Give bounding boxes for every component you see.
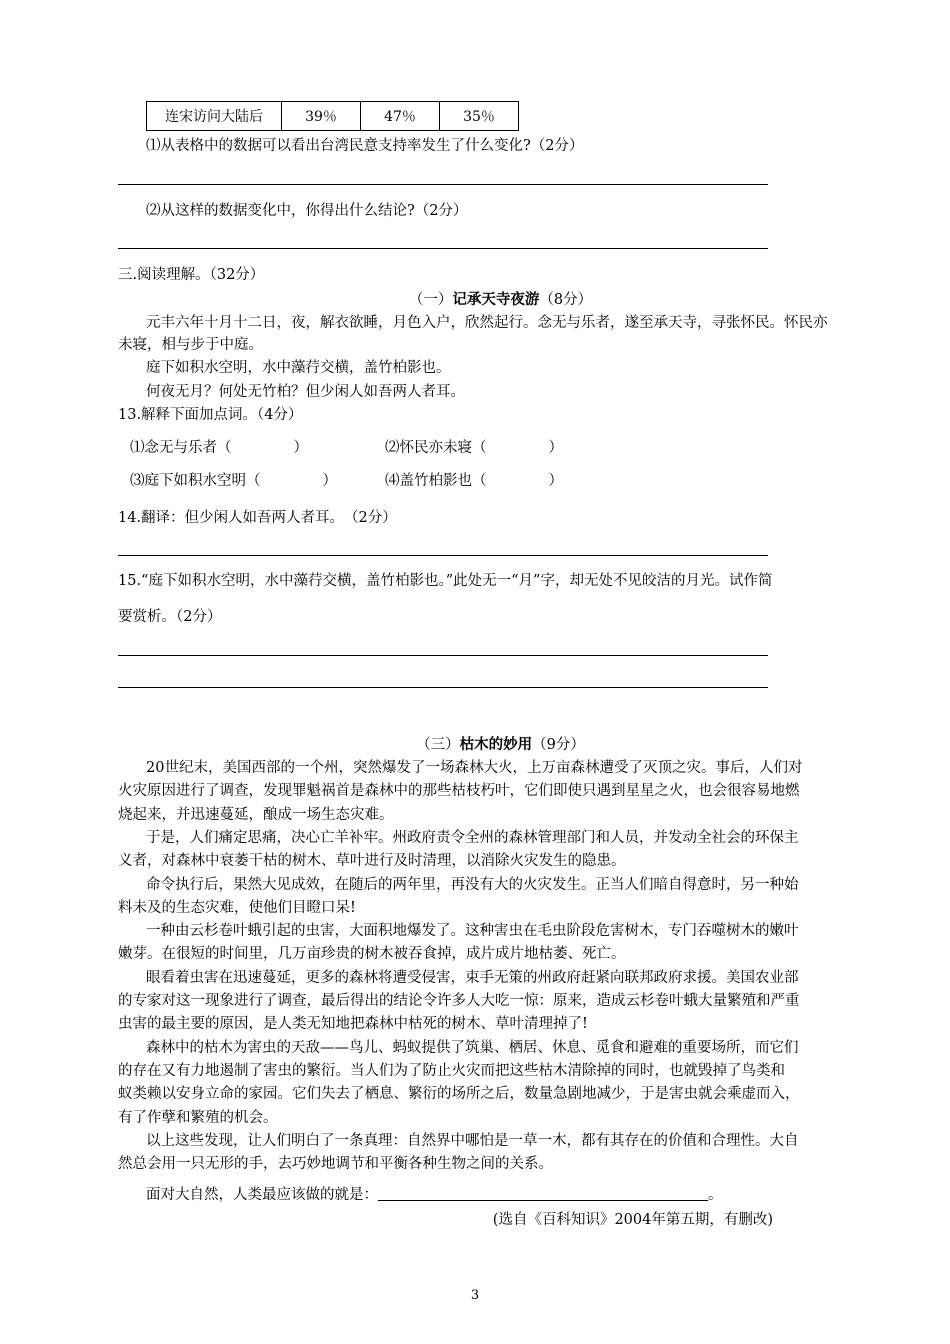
source-citation: (选自《百科知识》2004年第五期，有删改) [492,1212,773,1228]
question-13-item: ⑷盖竹柏影也（ ） [385,473,563,489]
passage-1-line: 何夜无月？何处无竹柏？但少闲人如吾两人者耳。 [146,384,465,400]
passage-3-line: 森林中的枯木为害虫的天敌——鸟儿、蚂蚁提供了筑巢、栖居、休息、觅食和避难的重要场所，而它们 [146,1040,799,1056]
support-rate-table [146,101,519,131]
table-cell: 39％ [282,102,361,131]
answer-line[interactable] [118,655,768,656]
passage-3-line: 然总会用一只无形的手，去巧妙地调节和平衡各种生物之间的关系。 [118,1156,553,1172]
answer-line[interactable] [118,687,768,688]
question-13-item: ⑶庭下如积水空明（ ） [130,473,337,489]
passage-3-line: 一种由云杉卷叶蛾引起的虫害，大面积地爆发了。这种害虫在毛虫阶段危害树木，专门吞噬树木的嫩叶 [146,923,799,939]
answer-line[interactable] [118,555,768,556]
section-heading: 三.阅读理解。（32分） [118,267,265,283]
passage-1-title: （一）记承天寺夜游（8分） [408,291,593,308]
passage-1-line: 元丰六年十月十二日，夜，解衣欲睡，月色入户，欣然起行。念无与乐者，遂至承天寺，寻张怀民。怀民亦 [146,315,828,331]
passage-3-line: 于是，人们痛定思痛，决心亡羊补牢。州政府责令全州的森林管理部门和人员，并发动全社会的环保主 [146,830,799,846]
table-cell: 47％ [361,102,440,131]
passage-3-line: 烧起来，并迅速蔓延，酿成一场生态灾难。 [118,807,394,823]
passage-3-line: 蚁类赖以安身立命的家园。它们失去了栖息、繁衍的场所之后，数量急剧地减少，于是害虫就会乘虚而入， [118,1086,800,1102]
passage-3-line: 20世纪末，美国西部的一个州，突然爆发了一场森林大火，上万亩森林遭受了灭顶之灾。事后，人们对 [146,760,803,776]
question-13-title: 13.解释下面加点词。（4分） [118,407,303,423]
passage-3-line: 火灾原因进行了调查，发现罪魁祸首是森林中的那些枯枝朽叶，它们即使只遇到星星之火，也会很容易地燃 [118,783,800,799]
passage-3-line: 义者，对森林中衰萎干枯的树木、草叶进行及时清理，以消除火灾发生的隐患。 [118,853,626,869]
fill-in-question: 面对大自然，人类最应该做的就是： 。 [146,1187,723,1203]
question-table-1: ⑴从表格中的数据可以看出台湾民意支持率发生了什么变化?（2分） [146,138,584,154]
table-row-label: 连宋访问大陆后 [147,102,282,131]
answer-line[interactable] [118,248,768,249]
passage-3-line: 命令执行后，果然大见成效，在随后的两年里，再没有大的火灾发生。正当人们暗自得意时，另一种始 [146,877,799,893]
passage-1-line: 庭下如积水空明，水中藻荇交横，盖竹柏影也。 [146,360,451,376]
question-13-item: ⑴念无与乐者（ ） [130,440,308,456]
question-table-2: ⑵从这样的数据变化中，你得出什么结论?（2分） [146,203,468,219]
passage-3-title: （三）枯木的妙用（9分） [416,736,585,753]
passage-3-line: 料未及的生态灾难，使他们目瞪口呆! [118,900,356,916]
page-number: 3 [470,1288,480,1303]
fill-blank[interactable] [378,1186,708,1201]
table-cell: 35％ [440,102,519,131]
passage-3-line: 的存在又有力地遏制了害虫的繁衍。当人们为了防止火灾而把这些枯木清除掉的同时，也就毁掉了鸟类和 [118,1063,785,1079]
passage-3-line: 的专家对这一现象进行了调查，最后得出的结论令许多人大吃一惊：原来，造成云杉卷叶蛾大量繁殖和严重 [118,993,800,1009]
question-14: 14.翻译：但少闲人如吾两人者耳。 （2分） [118,510,397,526]
passage-3-line: 眼看着虫害在迅速蔓延，更多的森林将遭受侵害，束手无策的州政府赶紧向联邦政府求援。美国农业部 [146,970,799,986]
passage-3-line: 虫害的最主要的原因，是人类无知地把森林中枯死的树木、草叶清理掉了! [118,1016,588,1032]
passage-3-line: 以上这些发现，让人们明白了一条真理：自然界中哪怕是一草一木，都有其存在的价值和合理性。大自 [146,1133,799,1149]
passage-3-line: 嫩芽。在很短的时间里，几万亩珍贵的树木被吞食掉，成片成片地枯萎、死亡。 [118,946,626,962]
question-15-line: 要赏析。（2分） [118,609,222,625]
question-15-line: 15.“庭下如积水空明，水中藻荇交横，盖竹柏影也。”此处无一“月”字，却无处不见皎洁的月光。试作简 [118,573,773,589]
question-13-item: ⑵怀民亦未寝（ ） [385,440,563,456]
passage-1-line: 未寝，相与步于中庭。 [118,337,263,353]
passage-3-line: 有了作孽和繁殖的机会。 [118,1110,278,1126]
table-row [147,102,519,131]
answer-line[interactable] [118,184,768,185]
